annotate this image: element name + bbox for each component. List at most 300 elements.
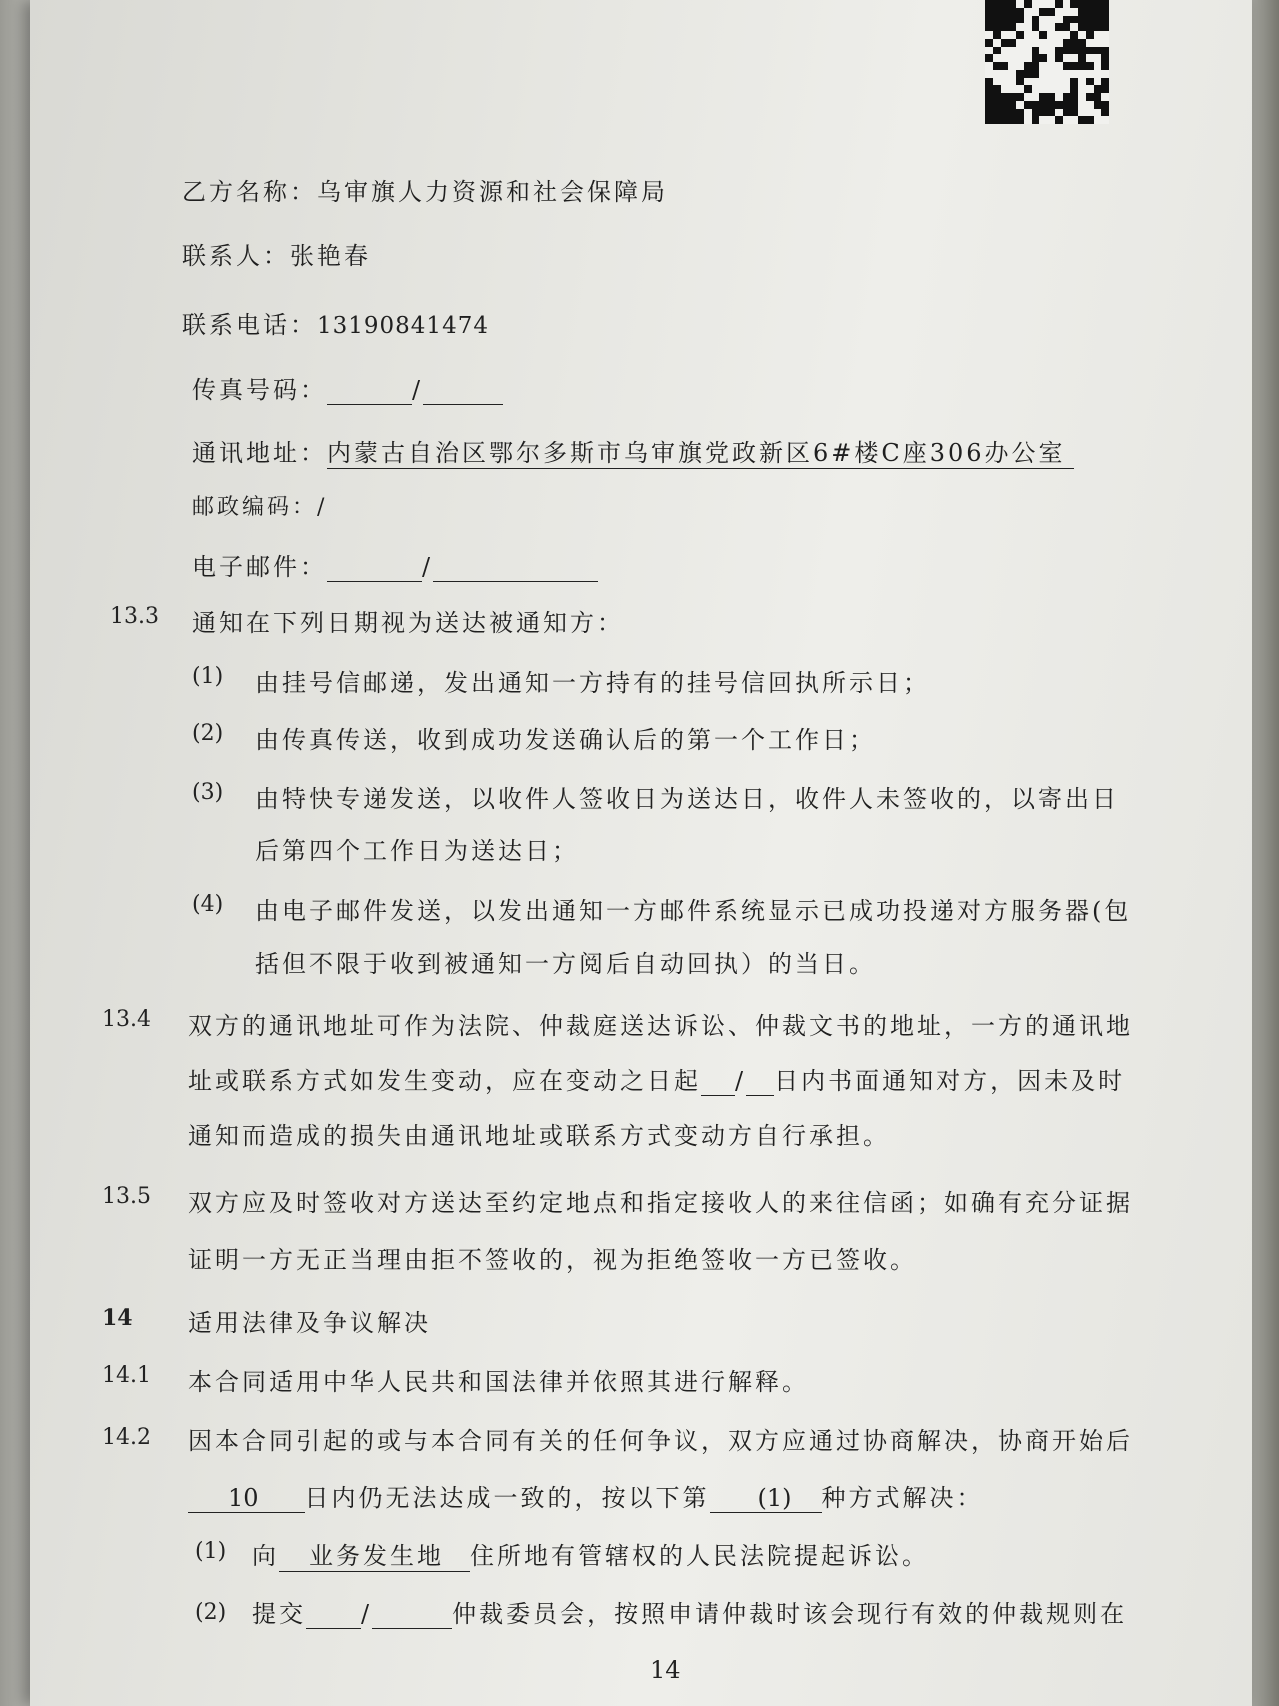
qr-module	[1055, 39, 1063, 47]
qr-module	[1070, 78, 1078, 86]
qr-module	[1001, 8, 1009, 16]
email-line	[192, 547, 598, 582]
qr-module	[1032, 85, 1040, 93]
qr-module	[1055, 78, 1063, 86]
qr-module	[985, 8, 993, 16]
court-location-value: 业务发生地	[279, 1536, 470, 1572]
qr-module	[1008, 16, 1016, 24]
qr-module	[1016, 101, 1024, 109]
qr-module	[1008, 0, 1016, 8]
arbitration-blank-left	[306, 1600, 361, 1629]
qr-module	[1078, 85, 1086, 93]
qr-module	[985, 16, 993, 24]
qr-module	[1063, 85, 1071, 93]
qr-module	[1078, 23, 1086, 31]
qr-module	[1055, 54, 1063, 62]
qr-module	[1078, 62, 1086, 70]
qr-module	[1070, 54, 1078, 62]
qr-module	[1101, 8, 1109, 16]
arbitration-blank-right	[372, 1600, 452, 1629]
qr-module	[1078, 31, 1086, 39]
qr-module	[1039, 85, 1047, 93]
negotiation-days-value: 10	[188, 1484, 279, 1513]
qr-module	[1086, 85, 1094, 93]
qr-module	[1070, 39, 1078, 47]
option-2-prefix: 提交	[252, 1600, 306, 1628]
email-blank-right	[433, 553, 598, 582]
qr-module	[1094, 0, 1102, 8]
qr-module	[1001, 16, 1009, 24]
qr-module	[1094, 39, 1102, 47]
qr-module	[1055, 0, 1063, 8]
clause-14-1-text: 本合同适用中华人民共和国法律并依照其进行解释。	[188, 1368, 809, 1396]
qr-module	[1101, 109, 1109, 117]
clause-13-4-line-2	[188, 1061, 1125, 1096]
qr-module	[1086, 47, 1094, 55]
qr-module	[993, 78, 1001, 86]
qr-module	[1086, 16, 1094, 24]
qr-module	[1039, 47, 1047, 55]
qr-module	[985, 93, 993, 101]
fax-blank-left	[327, 376, 412, 405]
qr-module	[1008, 54, 1016, 62]
qr-module	[1016, 109, 1024, 117]
qr-module	[1063, 39, 1071, 47]
qr-module	[1063, 16, 1071, 24]
qr-module	[1101, 70, 1109, 78]
qr-module	[1078, 47, 1086, 55]
qr-module	[1078, 116, 1086, 124]
clause-13-3-item-3-text-1: 由特快专递发送，以收件人签收日为送达日，收件人未签收的，以寄出日	[255, 785, 1119, 813]
email-label: 电子邮件：	[192, 553, 327, 581]
qr-module	[993, 8, 1001, 16]
qr-module	[1063, 62, 1071, 70]
qr-module	[1070, 116, 1078, 124]
clause-14-2-line-1: 因本合同引起的或与本合同有关的任何争议，双方应通过协商解决，协商开始后	[188, 1427, 1133, 1455]
qr-module	[1070, 70, 1078, 78]
option-1-line	[252, 1536, 929, 1572]
qr-module	[1016, 70, 1024, 78]
phone-value: 13190841474	[317, 313, 489, 339]
qr-module	[1001, 78, 1009, 86]
qr-module	[1063, 109, 1071, 117]
qr-module	[1055, 62, 1063, 70]
qr-module	[985, 54, 993, 62]
email-blank-left	[327, 553, 422, 582]
notice-days-value: /	[735, 1067, 747, 1095]
qr-module	[1101, 31, 1109, 39]
qr-module	[1101, 47, 1109, 55]
qr-module	[1055, 101, 1063, 109]
qr-module	[1001, 62, 1009, 70]
qr-module	[1001, 93, 1009, 101]
qr-module	[1055, 93, 1063, 101]
qr-module	[1070, 47, 1078, 55]
qr-module	[1016, 54, 1024, 62]
qr-module	[985, 85, 993, 93]
qr-module	[1047, 85, 1055, 93]
qr-module	[1024, 39, 1032, 47]
qr-module	[1008, 101, 1016, 109]
qr-module	[1008, 62, 1016, 70]
qr-module	[1016, 31, 1024, 39]
notice-days-blank-left	[701, 1067, 735, 1096]
qr-module	[1086, 39, 1094, 47]
qr-module	[1016, 8, 1024, 16]
qr-module	[1008, 116, 1016, 124]
notice-days-blank-right	[746, 1067, 774, 1096]
qr-module	[1094, 70, 1102, 78]
fax-label: 传真号码：	[192, 376, 327, 404]
qr-module	[1070, 85, 1078, 93]
qr-module	[1001, 39, 1009, 47]
clause-13-5-line-1: 双方应及时签收对方送达至约定地点和指定接收人的来往信函；如确有充分证据	[188, 1189, 1133, 1217]
qr-module	[1078, 16, 1086, 24]
qr-module	[1047, 62, 1055, 70]
qr-module	[1047, 23, 1055, 31]
qr-module	[993, 39, 1001, 47]
qr-module	[1047, 54, 1055, 62]
qr-module	[1047, 78, 1055, 86]
qr-module	[1094, 16, 1102, 24]
qr-module	[1016, 39, 1024, 47]
qr-module	[993, 16, 1001, 24]
qr-module	[1063, 8, 1071, 16]
qr-module	[1008, 109, 1016, 117]
qr-module	[985, 116, 993, 124]
qr-module	[1047, 109, 1055, 117]
qr-module	[1024, 8, 1032, 16]
qr-module	[1032, 78, 1040, 86]
qr-module	[1032, 101, 1040, 109]
clause-14-2-line-2	[188, 1478, 984, 1513]
qr-module	[1101, 54, 1109, 62]
qr-module	[1024, 31, 1032, 39]
qr-module	[993, 54, 1001, 62]
qr-module	[1078, 101, 1086, 109]
qr-module	[1039, 39, 1047, 47]
qr-module	[1024, 23, 1032, 31]
clause-14-2-line-2b: 种方式解决：	[821, 1484, 984, 1512]
qr-module	[1032, 16, 1040, 24]
postcode-value: /	[317, 495, 328, 520]
clause-13-3-text: 通知在下列日期视为送达被通知方：	[192, 609, 624, 637]
clause-13-3-item-3-text-2: 后第四个工作日为送达日；	[255, 837, 579, 865]
qr-module	[1094, 116, 1102, 124]
qr-module	[1032, 23, 1040, 31]
qr-module	[1001, 116, 1009, 124]
qr-module	[1001, 85, 1009, 93]
clause-13-5-line-2: 证明一方无正当理由拒不签收的，视为拒绝签收一方已签收。	[188, 1246, 917, 1274]
qr-module	[1032, 0, 1040, 8]
qr-module	[1101, 101, 1109, 109]
qr-module	[985, 62, 993, 70]
clause-13-3-item-4-number: (4)	[192, 892, 224, 917]
qr-module	[1086, 0, 1094, 8]
address-value: 内蒙古自治区鄂尔多斯市乌审旗党政新区6#楼C座306办公室	[327, 433, 1074, 469]
qr-module	[1032, 70, 1040, 78]
qr-module	[1063, 70, 1071, 78]
qr-module	[1024, 109, 1032, 117]
qr-module	[993, 101, 1001, 109]
qr-module	[1070, 23, 1078, 31]
qr-module	[1039, 23, 1047, 31]
qr-module	[1063, 31, 1071, 39]
postcode-label: 邮政编码：	[192, 495, 318, 520]
qr-module	[985, 39, 993, 47]
qr-module	[1008, 8, 1016, 16]
contact-label: 联系人：	[182, 242, 290, 270]
qr-module	[1094, 47, 1102, 55]
qr-module	[1039, 93, 1047, 101]
qr-module	[1024, 70, 1032, 78]
qr-module	[1047, 16, 1055, 24]
document-page	[30, 0, 1252, 1706]
qr-module	[1047, 0, 1055, 8]
qr-module	[1078, 78, 1086, 86]
qr-module	[1055, 47, 1063, 55]
qr-module	[1016, 23, 1024, 31]
party-b-name-label: 乙方名称：	[182, 178, 317, 206]
qr-module	[1070, 16, 1078, 24]
clause-13-4-number: 13.4	[102, 1007, 151, 1032]
qr-module	[1047, 39, 1055, 47]
arbitration-commission-value: /	[361, 1600, 373, 1628]
qr-module	[1047, 93, 1055, 101]
qr-module	[1032, 93, 1040, 101]
qr-module	[1016, 78, 1024, 86]
option-2-line	[252, 1594, 1127, 1629]
qr-module	[1055, 109, 1063, 117]
qr-module	[1086, 62, 1094, 70]
clause-13-3-item-1-text: 由挂号信邮递，发出通知一方持有的挂号信回执所示日；	[255, 669, 930, 697]
option-1-prefix: 向	[252, 1542, 279, 1570]
qr-module	[1047, 101, 1055, 109]
qr-module	[993, 31, 1001, 39]
qr-module	[1016, 47, 1024, 55]
qr-module	[1094, 54, 1102, 62]
option-1-suffix: 住所地有管辖权的人民法院提起诉讼。	[470, 1542, 929, 1570]
qr-module	[1055, 8, 1063, 16]
qr-module	[1047, 8, 1055, 16]
qr-module	[1001, 47, 1009, 55]
qr-module	[985, 78, 993, 86]
qr-module	[1039, 31, 1047, 39]
clause-13-3-number: 13.3	[110, 604, 159, 629]
qr-module	[1008, 47, 1016, 55]
qr-module	[1001, 70, 1009, 78]
phone-line	[182, 305, 489, 340]
qr-module	[1008, 39, 1016, 47]
qr-module	[1001, 109, 1009, 117]
qr-module	[985, 70, 993, 78]
qr-module	[1055, 85, 1063, 93]
negotiation-days-blank-right	[279, 1484, 305, 1513]
qr-module	[1024, 47, 1032, 55]
clause-13-3-item-2-number: (2)	[192, 721, 224, 746]
qr-module	[985, 0, 993, 8]
qr-module	[1063, 93, 1071, 101]
qr-module	[1008, 78, 1016, 86]
page-number: 14	[650, 1656, 681, 1684]
qr-module	[1024, 116, 1032, 124]
phone-label: 联系电话：	[182, 311, 317, 339]
party-b-name-line	[182, 172, 668, 207]
qr-module	[1070, 93, 1078, 101]
qr-module	[1016, 0, 1024, 8]
qr-module	[1086, 8, 1094, 16]
qr-module	[1094, 109, 1102, 117]
qr-module	[1008, 23, 1016, 31]
qr-module	[1024, 16, 1032, 24]
clause-14-1-number: 14.1	[102, 1363, 151, 1388]
qr-module	[1101, 78, 1109, 86]
qr-module	[1078, 0, 1086, 8]
qr-module	[1039, 70, 1047, 78]
qr-module	[1094, 62, 1102, 70]
qr-module	[993, 23, 1001, 31]
qr-module	[1016, 62, 1024, 70]
postcode-line	[192, 490, 327, 521]
qr-module	[1078, 39, 1086, 47]
party-b-name-value: 乌审旗人力资源和社会保障局	[317, 178, 668, 206]
contact-value: 张艳春	[290, 242, 371, 270]
qr-module	[1086, 93, 1094, 101]
email-value: /	[422, 553, 434, 581]
option-2-number: (2)	[195, 1600, 227, 1625]
qr-module	[1078, 54, 1086, 62]
section-14-number: 14	[102, 1305, 133, 1331]
qr-module	[1032, 54, 1040, 62]
qr-module	[1039, 0, 1047, 8]
contact-line	[182, 236, 371, 271]
qr-module	[1078, 109, 1086, 117]
dispute-method-value: (1)	[710, 1484, 822, 1513]
qr-module	[1063, 47, 1071, 55]
qr-module	[1101, 93, 1109, 101]
qr-module	[1016, 16, 1024, 24]
fax-blank-right	[423, 376, 503, 405]
qr-module	[1086, 116, 1094, 124]
qr-module	[1032, 109, 1040, 117]
qr-module	[1063, 23, 1071, 31]
clause-13-4-line-2b: 日内书面通知对方，因未及时	[774, 1067, 1126, 1095]
qr-module	[1032, 39, 1040, 47]
qr-module	[1101, 85, 1109, 93]
clause-13-4-line-1: 双方的通讯地址可作为法院、仲裁庭送达诉讼、仲裁文书的地址，一方的通讯地	[188, 1012, 1133, 1040]
address-line	[192, 433, 1074, 469]
fax-value: /	[412, 376, 424, 404]
qr-module	[1039, 116, 1047, 124]
clause-13-5-number: 13.5	[102, 1184, 151, 1209]
qr-module	[1070, 109, 1078, 117]
qr-module	[1024, 93, 1032, 101]
qr-module	[1032, 47, 1040, 55]
qr-module	[1063, 101, 1071, 109]
qr-module	[1024, 62, 1032, 70]
qr-module	[1063, 54, 1071, 62]
qr-module	[985, 23, 993, 31]
qr-module	[1101, 116, 1109, 124]
qr-module	[993, 47, 1001, 55]
qr-module	[1024, 54, 1032, 62]
qr-module	[1055, 116, 1063, 124]
qr-module	[993, 0, 1001, 8]
qr-module	[1086, 70, 1094, 78]
qr-module	[1070, 62, 1078, 70]
qr-module	[1047, 70, 1055, 78]
qr-module	[1055, 31, 1063, 39]
qr-module	[1070, 101, 1078, 109]
qr-module	[993, 116, 1001, 124]
qr-module	[985, 31, 993, 39]
clause-13-3-item-1-number: (1)	[192, 664, 224, 689]
qr-module	[1086, 101, 1094, 109]
qr-module	[985, 101, 993, 109]
address-label: 通讯地址：	[192, 439, 327, 467]
qr-module	[1032, 62, 1040, 70]
section-14-title: 适用法律及争议解决	[188, 1309, 431, 1337]
qr-module	[1086, 54, 1094, 62]
qr-module	[1016, 116, 1024, 124]
qr-module	[1008, 70, 1016, 78]
qr-module	[993, 70, 1001, 78]
qr-module	[1063, 78, 1071, 86]
qr-module	[1101, 39, 1109, 47]
qr-module	[1047, 31, 1055, 39]
qr-module	[1024, 78, 1032, 86]
qr-module	[1078, 93, 1086, 101]
qr-module	[1024, 0, 1032, 8]
qr-module	[1032, 31, 1040, 39]
qr-module	[1016, 85, 1024, 93]
clause-13-3-item-4-text-2: 括但不限于收到被通知一方阅后自动回执）的当日。	[255, 950, 876, 978]
qr-module	[1094, 93, 1102, 101]
clause-14-2-line-2a: 日内仍无法达成一致的，按以下第	[304, 1484, 710, 1512]
qr-module	[1001, 101, 1009, 109]
qr-module	[1001, 0, 1009, 8]
qr-module	[1032, 116, 1040, 124]
qr-module	[1101, 16, 1109, 24]
clause-13-3-item-3-number: (3)	[192, 780, 224, 805]
clause-13-4-line-2a: 址或联系方式如发生变动，应在变动之日起	[188, 1067, 701, 1095]
qr-module	[1047, 116, 1055, 124]
qr-module	[1070, 8, 1078, 16]
qr-module	[1055, 23, 1063, 31]
fax-line	[192, 370, 503, 405]
qr-module	[1001, 31, 1009, 39]
qr-module	[1086, 109, 1094, 117]
qr-module	[1039, 8, 1047, 16]
option-2-suffix: 仲裁委员会，按照申请仲裁时该会现行有效的仲裁规则在	[452, 1600, 1128, 1628]
qr-module	[1039, 16, 1047, 24]
qr-module	[1094, 8, 1102, 16]
qr-module	[1039, 54, 1047, 62]
qr-code	[985, 0, 1109, 124]
clause-14-2-number: 14.2	[102, 1425, 151, 1450]
qr-module	[993, 109, 1001, 117]
qr-module	[1055, 70, 1063, 78]
qr-module	[1063, 0, 1071, 8]
qr-module	[1086, 23, 1094, 31]
qr-module	[985, 47, 993, 55]
qr-module	[1008, 85, 1016, 93]
qr-module	[1101, 23, 1109, 31]
qr-module	[1086, 78, 1094, 86]
qr-module	[1024, 101, 1032, 109]
qr-module	[1101, 62, 1109, 70]
qr-module	[993, 93, 1001, 101]
